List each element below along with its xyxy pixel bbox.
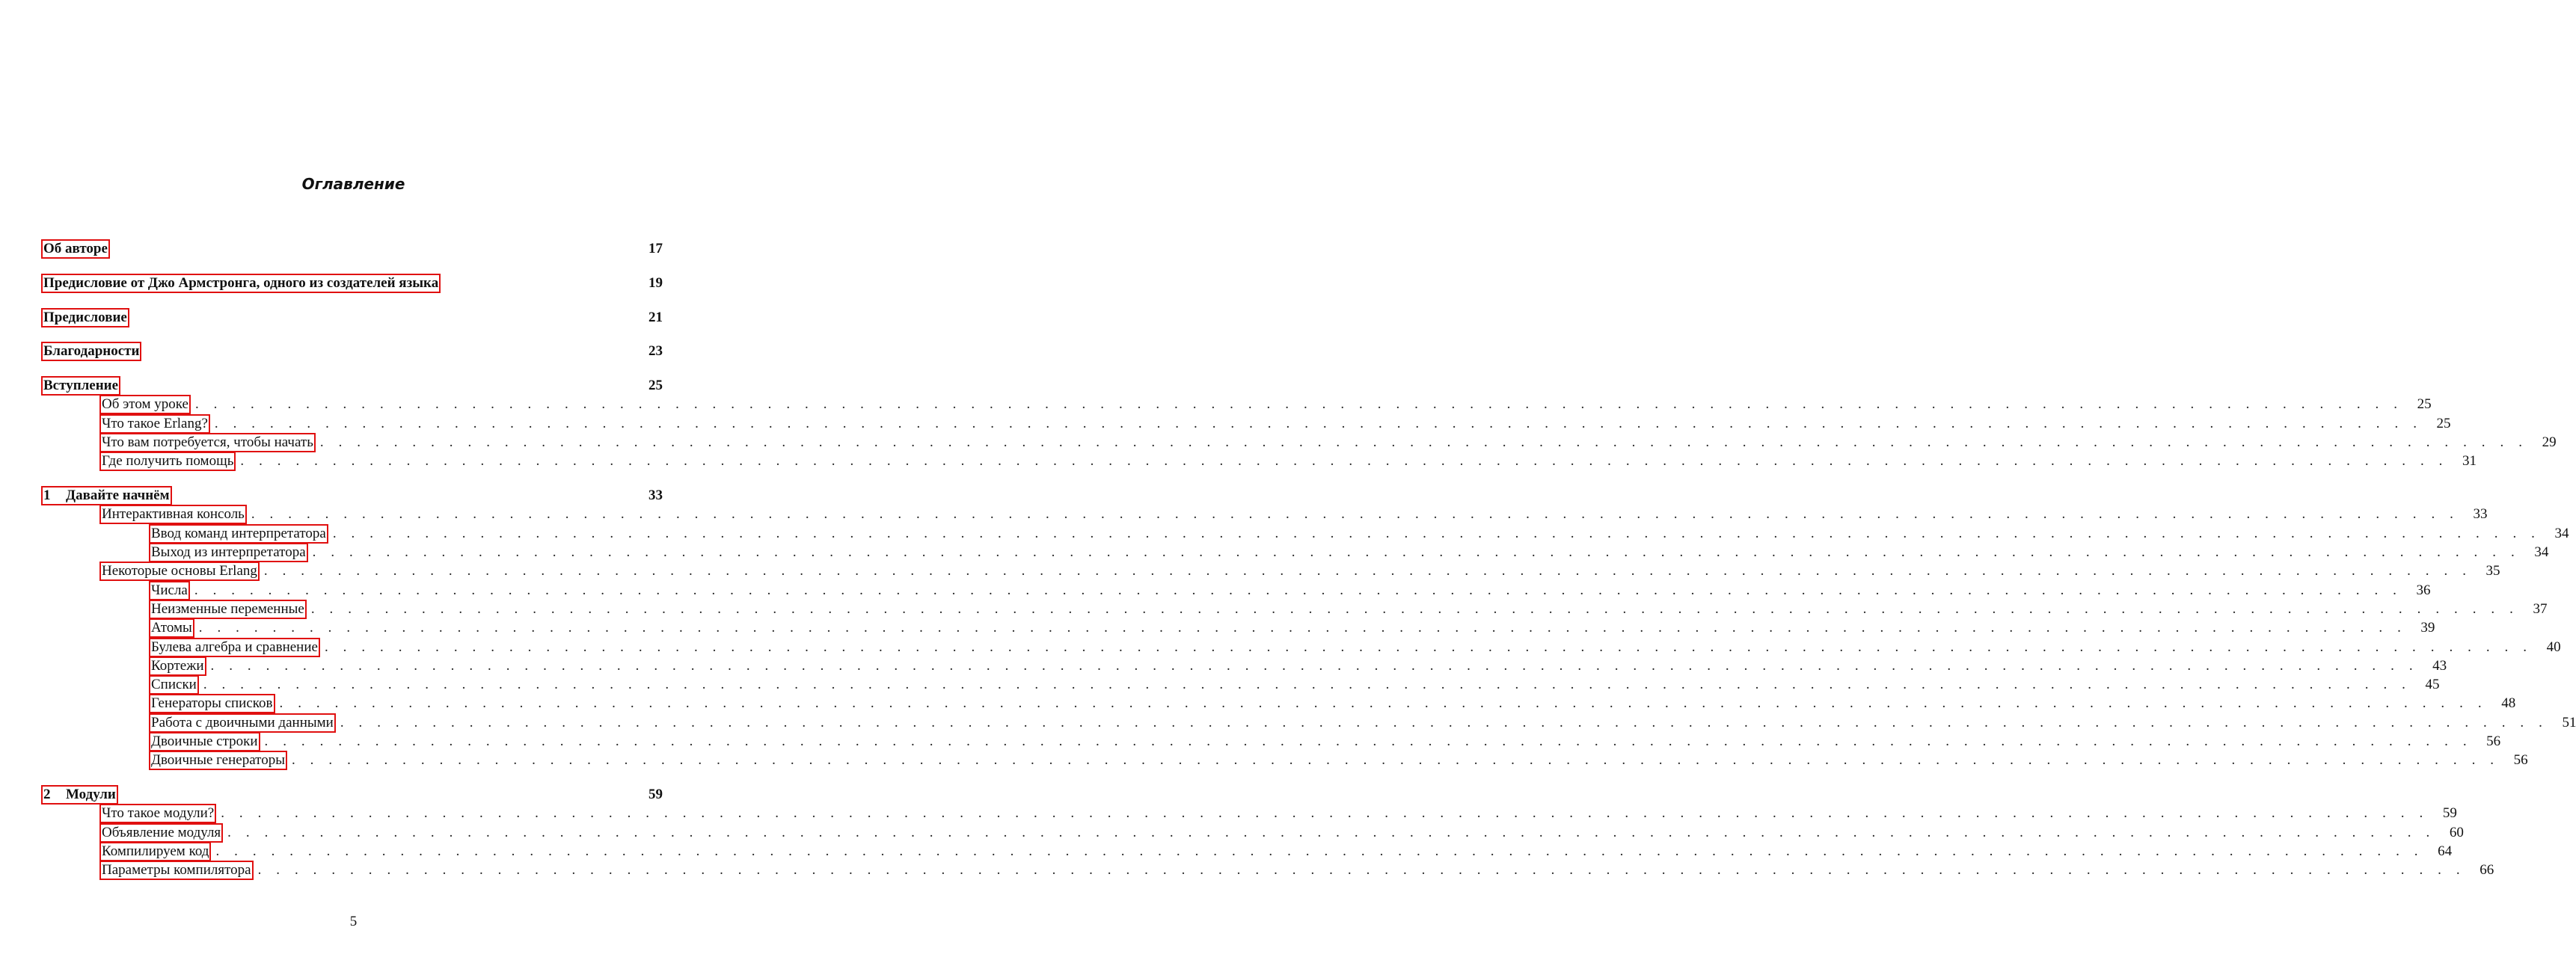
chapter-number: 2 [43,787,51,803]
toc-entry-chapter[interactable] [43,376,663,395]
toc-entry-link[interactable] [149,581,190,600]
toc-entry-label: Вступление [43,378,119,394]
toc-entry-link[interactable] [41,486,172,505]
toc-page-number: 36 [2416,582,2431,598]
toc-page-number: 60 [2449,824,2464,840]
toc-entry-link[interactable] [149,524,328,544]
dot-leader: . . . . . . . . . . . . . . . . . . . . . . . . . . . . . . . . . . . . . . . . . . . . . . . . . . . . . . . . . . . . . . . . . . . . . . . . . . . . . . . . . . . . . . . . . . . . . . . . . . . . . . . . . . . . . . . . . . . . . . . . [279,695,2488,712]
toc-entry-label: Атомы [151,620,192,636]
toc-entry-link[interactable] [99,433,316,452]
chapter-number: 1 [43,487,51,504]
toc-entry-label: Модули [66,787,116,803]
toc-entry-link[interactable] [41,785,118,805]
toc-entry-link[interactable] [41,308,129,327]
toc-entry-label: Объявление модуля [102,824,221,840]
toc-page-number: 64 [2438,843,2453,860]
toc-page-number: 35 [2485,563,2500,579]
dot-leader: . . . . . . . . . . . . . . . . . . . . . . . . . . . . . . . . . . . . . . . . . . . . . . . . . . . . . . . . . . . . . . . . . . . . . . . . . . . . . . . . . . . . . . . . . . . . . . . . . . . . . . . . . . . . . . . . . . . . . . . . [214,415,2423,431]
toc-entry-link[interactable] [99,395,191,414]
toc-entry-link[interactable] [99,842,211,861]
toc-entry-link[interactable] [41,239,110,259]
toc-entry-section[interactable] [43,562,2500,580]
toc-page-number: 25 [2417,396,2432,413]
toc-entry-link[interactable] [149,618,194,638]
toc-page-number: 59 [648,787,663,803]
toc-entry-section[interactable] [43,842,2453,861]
toc-entry-subsection[interactable] [43,656,2447,675]
toc-entry-label: Двоичные строки [151,733,258,750]
toc-entry-subsection[interactable] [43,543,2549,562]
toc-entry-section[interactable] [43,505,2488,523]
toc-entry-link[interactable] [99,861,254,880]
toc-entry-label: Что такое модули? [102,805,215,822]
dot-leader: . . . . . . . . . . . . . . . . . . . . . . . . . . . . . . . . . . . . . . . . . . . . . . . . . . . . . . . . . . . . . . . . . . . . . . . . . . . . . . . . . . . . . . . . . . . . . . . . . . . . . . . . . . . . . . . . . . . . . . . . [227,824,2435,840]
toc-page-number: 29 [2542,434,2557,451]
toc-page-number: 33 [2473,506,2488,523]
toc-entry-label: Булева алгебра и сравнение [151,639,318,655]
toc-entry-chapter[interactable] [43,274,663,292]
toc-entry-link[interactable] [41,376,120,396]
toc-entry-label: Что такое Erlang? [102,415,208,431]
toc-page-number: 17 [648,241,663,256]
toc-page-number: 48 [2501,695,2516,712]
toc-entry-subsection[interactable] [43,694,2516,713]
toc-entry-label: Некоторые основы Erlang [102,563,257,579]
toc-entry-link[interactable] [99,452,236,471]
toc-entry-link[interactable] [149,713,336,733]
toc-entry-label: Работа с двоичными данными [151,714,334,730]
toc-entry-link[interactable] [41,342,141,361]
dot-leader: . . . . . . . . . . . . . . . . . . . . . . . . . . . . . . . . . . . . . . . . . . . . . . . . . . . . . . . . . . . . . . . . . . . . . . . . . . . . . . . . . . . . . . . . . . . . . . . . . . . . . . . . . . . . . . . . . . . . . . . . [257,862,2466,879]
toc-entry-subsection[interactable] [43,732,2501,751]
dot-leader: . . . . . . . . . . . . . . . . . . . . . . . . . . . . . . . . . . . . . . . . . . . . . . . . . . . . . . . . . . . . . . . . . . . . . . . . . . . . . . . . . . . . . . . . . . . . . . . . . . . . . . . . . . . . . . . . . . . . . . . . [194,582,2402,598]
dot-leader: . . . . . . . . . . . . . . . . . . . . . . . . . . . . . . . . . . . . . . . . . . . . . . . . . . . . . . . . . . . . . . . . . . . . . . . . . . . . . . . . . . . . . . . . . . . . . . . . . . . . . . . . . . . . . . . . . . . . . . . . [310,600,2519,617]
dot-leader: . . . . . . . . . . . . . . . . . . . . . . . . . . . . . . . . . . . . . . . . . . . . . . . . . . . . . . . . . . . . . . . . . . . . . . . . . . . . . . . . . . . . . . . . . . . . . . . . . . . . . . . . . . . . . . . . . . . . . . . . [194,396,2403,413]
toc-entry-subsection[interactable] [43,600,2548,618]
toc-page-number: 34 [2534,544,2549,561]
toc-page-number: 21 [648,309,663,325]
dot-leader: . . . . . . . . . . . . . . . . . . . . . . . . . . . . . . . . . . . . . . . . . . . . . . . . . . . . . . . . . . . . . . . . . . . . . . . . . . . . . . . . . . . . . . . . . . . . . . . . . . . . . . . . . . . . . . . . . . . . . . . . [332,525,2541,541]
toc-entry-subsection[interactable] [43,713,2576,732]
toc-entry-label: Предисловие от Джо Армстронга, одного из создателей языка [43,274,439,291]
dot-leader: . . . . . . . . . . . . . . . . . . . . . . . . . . . . . . . . . . . . . . . . . . . . . . . . . . . . . . . . . . . . . . . . . . . . . . . . . . . . . . . . . . . . . . . . . . . . . . . . . . . . . . . . . . . . . . . . . . . . . . . . [264,733,2473,750]
dot-leader: . . . . . . . . . . . . . . . . . . . . . . . . . . . . . . . . . . . . . . . . . . . . . . . . . . . . . . . . . . . . . . . . . . . . . . . . . . . . . . . . . . . . . . . . . . . . . . . . . . . . . . . . . . . . . . . . . . . . . . . . [324,639,2533,655]
dot-leader: . . . . . . . . . . . . . . . . . . . . . . . . . . . . . . . . . . . . . . . . . . . . . . . . . . . . . . . . . . . . . . . . . . . . . . . . . . . . . . . . . . . . . . . . . . . . . . . . . . . . . . . . . . . . . . . . . . . . . . . . [198,620,2407,636]
toc-entry-label: Кортежи [151,657,204,674]
toc-entry-subsection[interactable] [43,751,2528,769]
toc-page-number: 56 [2513,752,2528,769]
toc-entry-link[interactable] [149,675,199,695]
toc-entry-link[interactable] [99,505,247,524]
toc-entry-link[interactable] [99,823,223,843]
toc-entry-link[interactable] [149,732,260,751]
table-of-contents [43,239,2576,880]
toc-entry-label: Предисловие [43,309,127,325]
dot-leader: . . . . . . . . . . . . . . . . . . . . . . . . . . . . . . . . . . . . . . . . . . . . . . . . . . . . . . . . . . . . . . . . . . . . . . . . . . . . . . . . . . . . . . . . . . . . . . . . . . . . . . . . . . . . . . . . . . . . . . . . [291,752,2500,769]
toc-entry-label: Выход из интерпретатора [151,544,306,561]
toc-entry-label: Списки [151,677,197,693]
toc-entry-section[interactable] [43,395,2432,413]
toc-entry-label: Генераторы списков [151,695,273,712]
toc-entry-section[interactable] [43,452,2477,470]
toc-entry-link[interactable] [99,562,260,581]
toc-entry-link[interactable] [149,751,287,770]
toc-entry-label: Двоичные генераторы [151,752,285,769]
toc-entry-label: Компилируем код [102,843,209,860]
toc-entry-section[interactable] [43,433,2557,452]
toc-page-number: 66 [2480,862,2494,879]
toc-entry-subsection[interactable] [43,675,2440,694]
toc-entry-link[interactable] [99,414,210,434]
toc-page-number: 31 [2462,453,2477,470]
toc-entry-label: Об этом уроке [102,396,188,413]
toc-entry-subsection[interactable] [43,638,2561,656]
toc-page-number: 23 [648,343,663,360]
toc-entry-link[interactable] [149,656,206,676]
toc-page-number: 34 [2554,525,2569,541]
page-number: 5 [349,914,358,929]
toc-page-number: 39 [2420,620,2435,636]
toc-entry-link[interactable] [41,274,441,293]
toc-entry-chapter[interactable] [43,486,663,505]
toc-entry-label: Числа [151,582,188,598]
toc-entry-label: Об авторе [43,241,108,256]
toc-entry-link[interactable] [149,600,307,619]
toc-page-number: 45 [2425,677,2440,693]
toc-entry-subsection[interactable] [43,581,2431,600]
dot-leader: . . . . . . . . . . . . . . . . . . . . . . . . . . . . . . . . . . . . . . . . . . . . . . . . . . . . . . . . . . . . . . . . . . . . . . . . . . . . . . . . . . . . . . . . . . . . . . . . . . . . . . . . . . . . . . . . . . . . . . . . [210,657,2419,674]
toc-page-number: 51 [2562,714,2576,730]
dot-leader: . . . . . . . . . . . . . . . . . . . . . . . . . . . . . . . . . . . . . . . . . . . . . . . . . . . . . . . . . . . . . . . . . . . . . . . . . . . . . . . . . . . . . . . . . . . . . . . . . . . . . . . . . . . . . . . . . . . . . . . . [263,563,2472,579]
toc-page-number: 25 [648,378,663,394]
toc-entry-chapter[interactable] [43,308,663,327]
toc-page-number: 40 [2546,639,2561,655]
toc-entry-chapter[interactable] [43,342,663,360]
dot-leader: . . . . . . . . . . . . . . . . . . . . . . . . . . . . . . . . . . . . . . . . . . . . . . . . . . . . . . . . . . . . . . . . . . . . . . . . . . . . . . . . . . . . . . . . . . . . . . . . . . . . . . . . . . . . . . . . . . . . . . . . [319,434,2528,451]
toc-entry-chapter[interactable] [43,785,663,804]
toc-entry-label: Благодарности [43,343,140,360]
toc-page-number: 19 [648,274,663,291]
toc-entry-label: Параметры компилятора [102,862,251,879]
toc-page-number: 43 [2432,657,2447,674]
toc-entry-subsection[interactable] [43,618,2435,637]
toc-entry-chapter[interactable] [43,239,663,258]
toc-entry-label: Давайте начнём [66,487,170,504]
toc-entry-link[interactable] [149,543,308,562]
dot-leader: . . . . . . . . . . . . . . . . . . . . . . . . . . . . . . . . . . . . . . . . . . . . . . . . . . . . . . . . . . . . . . . . . . . . . . . . . . . . . . . . . . . . . . . . . . . . . . . . . . . . . . . . . . . . . . . . . . . . . . . . [312,544,2521,561]
dot-leader: . . . . . . . . . . . . . . . . . . . . . . . . . . . . . . . . . . . . . . . . . . . . . . . . . . . . . . . . . . . . . . . . . . . . . . . . . . . . . . . . . . . . . . . . . . . . . . . . . . . . . . . . . . . . . . . . . . . . . . . . [215,843,2424,860]
toc-entry-label: Неизменные переменные [151,600,304,617]
dot-leader: . . . . . . . . . . . . . . . . . . . . . . . . . . . . . . . . . . . . . . . . . . . . . . . . . . . . . . . . . . . . . . . . . . . . . . . . . . . . . . . . . . . . . . . . . . . . . . . . . . . . . . . . . . . . . . . . . . . . . . . . [340,714,2548,730]
toc-entry-link[interactable] [99,804,216,823]
dot-leader: . . . . . . . . . . . . . . . . . . . . . . . . . . . . . . . . . . . . . . . . . . . . . . . . . . . . . . . . . . . . . . . . . . . . . . . . . . . . . . . . . . . . . . . . . . . . . . . . . . . . . . . . . . . . . . . . . . . . . . . . [251,506,2459,523]
toc-entry-section[interactable] [43,861,2494,879]
toc-entry-link[interactable] [149,694,275,713]
toc-entry-section[interactable] [43,823,2464,842]
toc-page-number: 56 [2486,733,2501,750]
toc-entry-section[interactable] [43,804,2457,822]
toc-entry-label: Что вам потребуется, чтобы начать [102,434,313,451]
toc-page-number: 33 [648,487,663,504]
dot-leader: . . . . . . . . . . . . . . . . . . . . . . . . . . . . . . . . . . . . . . . . . . . . . . . . . . . . . . . . . . . . . . . . . . . . . . . . . . . . . . . . . . . . . . . . . . . . . . . . . . . . . . . . . . . . . . . . . . . . . . . . [221,805,2429,822]
toc-entry-label: Ввод команд интерпретатора [151,525,326,541]
page-title: Оглавление [301,175,405,193]
toc-entry-link[interactable] [149,638,320,657]
toc-page-number: 59 [2442,805,2457,822]
toc-entry-label: Интерактивная консоль [102,506,245,523]
toc-entry-subsection[interactable] [43,524,2569,543]
toc-page-number: 37 [2533,600,2548,617]
dot-leader: . . . . . . . . . . . . . . . . . . . . . . . . . . . . . . . . . . . . . . . . . . . . . . . . . . . . . . . . . . . . . . . . . . . . . . . . . . . . . . . . . . . . . . . . . . . . . . . . . . . . . . . . . . . . . . . . . . . . . . . . [203,677,2411,693]
dot-leader: . . . . . . . . . . . . . . . . . . . . . . . . . . . . . . . . . . . . . . . . . . . . . . . . . . . . . . . . . . . . . . . . . . . . . . . . . . . . . . . . . . . . . . . . . . . . . . . . . . . . . . . . . . . . . . . . . . . . . . . . [240,453,2449,470]
toc-entry-section[interactable] [43,414,2451,433]
toc-page-number: 25 [2436,415,2451,431]
toc-entry-label: Где получить помощь [102,453,234,470]
